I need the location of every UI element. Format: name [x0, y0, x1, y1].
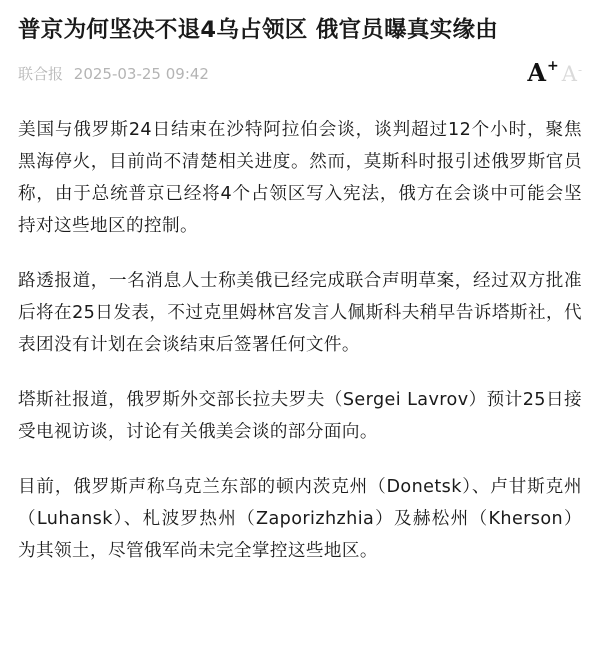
- paragraph: 塔斯社报道，俄罗斯外交部长拉夫罗夫（Sergei Lavrov）预计25日接受电视访谈，讨论有关俄美会谈的部分面向。: [18, 390, 582, 442]
- font-size-controls: [527, 58, 582, 87]
- source-name: 联合报: [18, 64, 64, 83]
- decrease-font-button[interactable]: [562, 64, 582, 85]
- publish-time: 2025-03-25 09:42: [73, 64, 209, 83]
- font-larger-letter: A: [527, 58, 547, 87]
- article-meta: [18, 63, 209, 84]
- font-smaller-letter: A: [561, 62, 577, 86]
- meta-row: [18, 58, 582, 88]
- article-body: [18, 114, 582, 567]
- headline: 普京为何坚决不退4乌占领区 俄官员曝真实缘由: [18, 17, 499, 43]
- increase-font-button[interactable]: [527, 58, 559, 87]
- paragraph: 美国与俄罗斯24日结束在沙特阿拉伯会谈，谈判超过12个小时，聚焦黑海停火，目前尚不清楚相关进度。然而，莫斯科时报引述俄罗斯官员称，由于总统普京已经将4个占领区写入宪法，俄方在会谈中可能会坚持对这些地区的控制。: [18, 120, 582, 236]
- minus-icon: -: [577, 63, 582, 77]
- paragraph: 目前，俄罗斯声称乌克兰东部的顿内茨克州（Donetsk）、卢甘斯克州（Luhansk）、札波罗热州（Zaporizhzhia）及赫松州（Kherson）为其领土，尽管俄军尚未完全掌控这些地区。: [18, 477, 582, 561]
- plus-icon: +: [547, 58, 559, 74]
- paragraph: 路透报道，一名消息人士称美俄已经完成联合声明草案，经过双方批准后将在25日发表，不过克里姆林宫发言人佩斯科夫稍早告诉塔斯社，代表团没有计划在会谈结束后签署任何文件。: [18, 271, 582, 355]
